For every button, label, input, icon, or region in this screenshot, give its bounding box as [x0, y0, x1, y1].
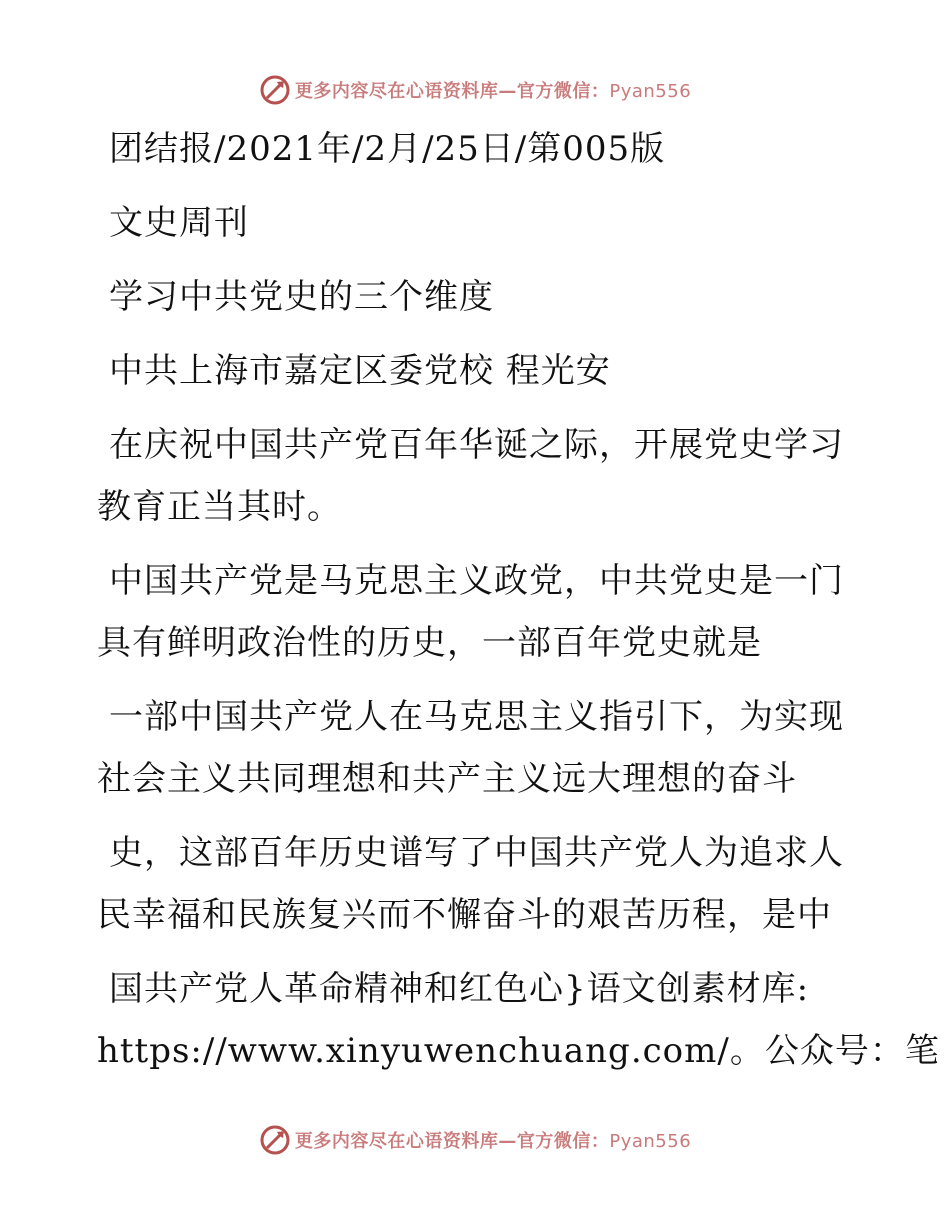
article-line: 国共产党人革命精神和红色心}语文创素材库:	[109, 969, 810, 1009]
article-body	[97, 118, 940, 1082]
quill-logo-icon	[259, 74, 291, 106]
header-watermark-banner	[0, 70, 950, 110]
article-line: 民幸福和民族复兴而不懈奋斗的艰苦历程，是中	[97, 895, 832, 935]
article-line: https://www.xinyuwenchuang.com/。公众号：笔	[97, 1031, 940, 1071]
quill-logo-icon	[259, 1124, 291, 1156]
article-line: 社会主义共同理想和共产主义远大理想的奋斗	[97, 759, 797, 799]
banner-label: 更多内容尽在心语资料库—官方微信：	[294, 81, 610, 102]
footer-watermark-banner	[0, 1120, 950, 1160]
banner-text	[295, 1127, 691, 1153]
banner-wechat-id: Pyan556	[609, 81, 692, 102]
article-line: 教育正当其时。	[97, 487, 342, 527]
article-line: 学习中共党史的三个维度	[109, 277, 494, 317]
article-line: 具有鲜明政治性的历史，一部百年党史就是	[97, 623, 762, 663]
article-line: 在庆祝中国共产党百年华诞之际，开展党史学习	[109, 425, 844, 465]
banner-text	[295, 77, 691, 103]
article-line: 史，这部百年历史谱写了中国共产党人为追求人	[109, 833, 844, 873]
article-line: 一部中国共产党人在马克思主义指引下，为实现	[109, 697, 844, 737]
banner-label: 更多内容尽在心语资料库—官方微信：	[294, 1131, 610, 1152]
article-line: 中共上海市嘉定区委党校 程光安	[109, 351, 611, 391]
article-line: 团结报/2021年/2月/25日/第005版	[109, 129, 666, 169]
article-line: 文史周刊	[109, 203, 249, 243]
banner-wechat-id: Pyan556	[609, 1131, 692, 1152]
article-line: 中国共产党是马克思主义政党，中共党史是一门	[109, 561, 844, 601]
